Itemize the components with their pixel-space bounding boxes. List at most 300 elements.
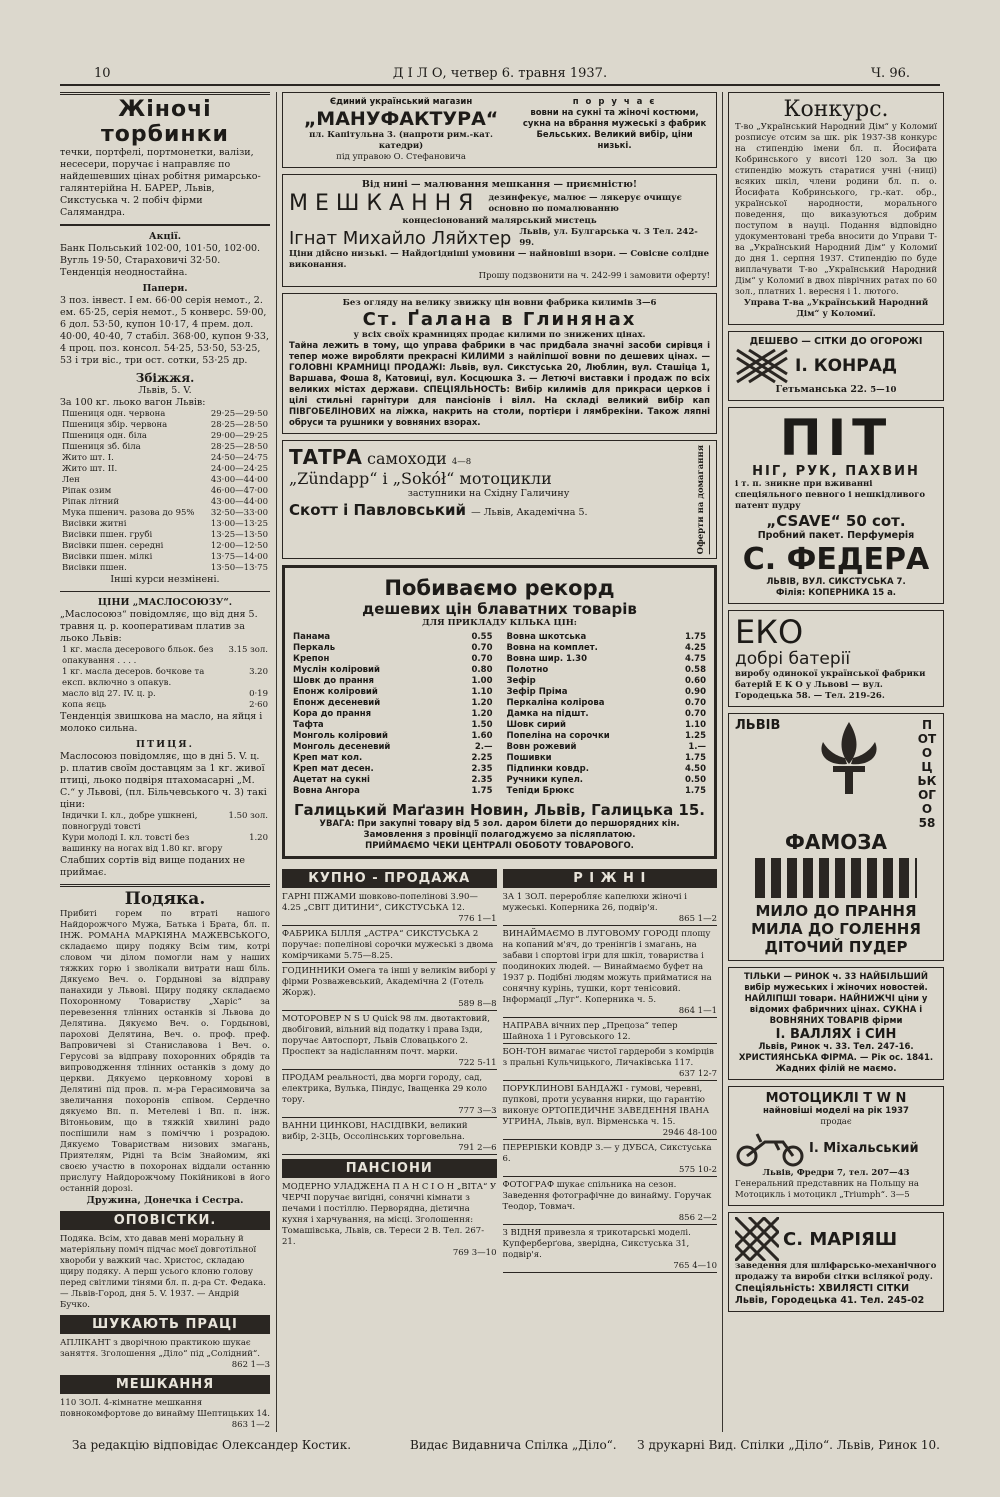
table-row <box>291 698 495 709</box>
row-value: 2.35 <box>471 775 493 786</box>
classified-ad <box>282 966 497 1011</box>
zhin-text: течки, портфелі, портмонетки, валізи, несесери, поручає і направляє по найдешевших цінах робітня римарсько-галянтерійна Н. БАРЕР, Львів, Сикстуська ч. 2 побіч фірми Салямандра. <box>60 147 261 218</box>
classified-text: ГОДИННИКИ Омега та інші у великім виборі у фірми Розважевський, Академічна 2 (Готель Жорж). <box>282 966 496 999</box>
row-value: 1.75 <box>685 632 706 643</box>
row-label: Попеліна на сорочки <box>506 731 610 742</box>
page-number: 10 <box>94 66 111 81</box>
row-label: копа яєць <box>62 700 107 710</box>
row-label: Зефір <box>506 676 536 687</box>
meshkannia-code: 863 1—2 <box>231 1420 270 1430</box>
famoza-line1: МИЛО ДО ПРАННЯ <box>755 902 917 920</box>
row-value: 1.25 <box>685 731 706 742</box>
manuf-manager: під управою О. Стефановича <box>336 152 466 162</box>
konkurs-ad <box>728 92 944 325</box>
manuf-address: пл. Капітульна 3. (напроти рим.-кат. катедри) <box>309 130 493 151</box>
footer-printer: З друкарні Вид. Спілки „Діло“. Львів, Ринок 10. <box>637 1438 940 1452</box>
konrad-ad <box>728 331 944 401</box>
row-label: масло від 27. IV. ц. р. <box>62 689 156 699</box>
classified-code: 777 3—3 <box>458 1106 497 1117</box>
table-row <box>291 764 495 775</box>
motorcycle-icon <box>735 1128 805 1168</box>
row-value: 0.70 <box>471 643 493 654</box>
zbizh-heading: Збіжжя. <box>135 370 195 385</box>
table-row <box>291 720 495 731</box>
table-row <box>60 497 270 508</box>
price-list-right <box>505 632 709 797</box>
pansiony-heading: ПАНСІОНИ <box>282 1159 497 1178</box>
row-value: 1.50 <box>471 720 493 731</box>
rekord-ad <box>282 565 717 859</box>
classified-ad <box>503 1143 718 1177</box>
row-label: Креп мат кол. <box>293 753 363 764</box>
mariyash-ad <box>728 1212 944 1312</box>
row-label: Крепон <box>293 654 330 665</box>
row-value: 0.70 <box>685 709 706 720</box>
row-value: 46·00—47·00 <box>210 485 268 496</box>
opovistky-text: Подяка. Всім, хто давав мені моральну й матеріяльну поміч підчас моєї довготільної хвороби у важкий час. Христос, складаю щиру подяку. А перш усього клоню голову перед світлими тінями бл. п. д-ра Ст. Федака. — Львів-Город, дня 5. V. 1937. — Андрій Бучко. <box>60 1234 266 1310</box>
kylym-top <box>289 298 710 309</box>
row-value: 24·00—24·25 <box>210 463 268 474</box>
moto-name: І. Міхальський <box>809 1140 919 1156</box>
famoza-ad <box>728 713 944 961</box>
classified-text: НАПРАВА вічних пер „Прецоза“ тепер Шайноха 1 і Руговського 12. <box>502 1021 678 1043</box>
table-row <box>60 519 270 530</box>
table-row <box>60 420 270 431</box>
table-row <box>60 442 270 453</box>
federa-address: ЛЬВІВ, ВУЛ. СИКСТУСЬКА 7. <box>766 577 906 587</box>
classified-text: ВАННИ ЦИНКОВІ, НАСІДІВКИ, великий вибір, 2-3ЦЬ, Оссолінських торговельна. <box>282 1121 468 1143</box>
row-value: 1.— <box>688 742 706 753</box>
row-label: Вовн рожевий <box>506 742 577 753</box>
table-row <box>505 709 709 720</box>
classified-ad <box>503 1047 718 1081</box>
row-value: 1.60 <box>471 731 493 742</box>
mesh-sub: концесіонований малярський мистець <box>402 216 597 226</box>
row-label: Пшениця збір. червона <box>62 419 168 430</box>
row-label: Вовна шир. 1.30 <box>506 654 587 665</box>
classifieds <box>282 865 717 1276</box>
table-row <box>291 687 495 698</box>
manufaktura-ad <box>282 92 717 168</box>
table-row <box>505 720 709 731</box>
table-row <box>60 541 270 552</box>
papery-heading: Папери. <box>142 282 188 294</box>
row-label: 1 кг. масла десерового бльок. без опакування . . . . <box>62 645 214 666</box>
classified-text: ФОТОГРАФ шукає спільника на сезон. Заведення фотографічне до винайму. Горучак Теодор, Товмач. <box>502 1180 712 1213</box>
row-value: 0.50 <box>685 775 706 786</box>
row-value: 1.75 <box>685 786 706 797</box>
mesh-big: МЕШКАННЯ <box>289 191 481 216</box>
tatra-code: 4—8 <box>451 457 472 467</box>
row-value: 13·00—13·25 <box>210 518 268 529</box>
federa-filia: Філія: КОПЕРНИКА 15 а. <box>775 588 897 598</box>
classified-ad <box>503 1180 718 1225</box>
row-label: Перкаліна колірова <box>506 698 605 709</box>
row-label: Кури молоді І. кл. товсті без вашинку на ногах від 1.80 кг. вгору <box>62 833 223 854</box>
table-row <box>60 667 270 689</box>
galytskyi-heading: Галицький Маґазин Новин, Львів, Галицька 15. <box>293 801 706 820</box>
row-value: 1.75 <box>685 753 706 764</box>
column-center <box>282 92 717 1432</box>
classified-text: З ВІДНЯ привезла я трикотарські моделі. Купферберґова, зверідна, Сикстуська 31, подвір'я. <box>502 1228 691 1261</box>
row-value: 0.58 <box>685 665 706 676</box>
row-label: Ріпак озим <box>62 485 112 496</box>
row-value: 24·50—24·75 <box>210 452 268 463</box>
table-row <box>505 731 709 742</box>
row-value: 29·25—29·50 <box>210 408 268 419</box>
classified-text: ФАБРИКА БІЛЛЯ „АСТРА“ СИКСТУСЬКА 2 поручає: попелінові сорочки мужеські з двома комірчиками 5.75—8.25. <box>282 929 494 962</box>
podiaka-heading: Подяка. <box>124 889 206 909</box>
pit-ad <box>728 407 944 604</box>
galytskyi-note: УВАГА: При закупні товару від 5 зол. даром білети до першорядних кін. Замовлення з провінції полагоджуємо за післяплатою. <box>319 819 680 841</box>
rizhni-column <box>503 865 718 1276</box>
kylym-name: Ст. Ґалана в Глинянах <box>362 309 637 330</box>
row-value: 1.10 <box>471 687 493 698</box>
maslo-table <box>60 645 270 711</box>
tatra-line4: Скотт і Павловський <box>289 501 466 519</box>
row-label: Висівки пшен. грубі <box>62 529 153 540</box>
table-row <box>505 665 709 676</box>
moto-ad <box>728 1086 944 1206</box>
classified-text: ПОРУКЛИНОВІ БАНДАЖІ - гумові, черевні, пупкові, проти усування нирки, що гарантію виконує ОРТОПЕДИЧНЕ ЗАВЕДЕННЯ ІВАНА УГРИНА, Львів, вул. Вірменська ч. 15. <box>502 1084 710 1128</box>
classified-code: 864 1—1 <box>678 1006 717 1017</box>
row-value: 28·25—28·50 <box>210 419 268 430</box>
row-value: 43·00—44·00 <box>210 496 268 507</box>
masthead-rule <box>60 84 940 86</box>
pansiony-code: 769 3—10 <box>452 1248 497 1259</box>
table-row <box>505 742 709 753</box>
table-row <box>505 786 709 797</box>
row-value: 4.25 <box>685 643 706 654</box>
famoza-street: ПОТОЦЬКОГО 58 <box>917 718 937 830</box>
classified-code: 2946 48-100 <box>662 1128 717 1139</box>
classified-ad <box>282 1121 497 1155</box>
manuf-top: Єдиний український магазин <box>329 97 473 107</box>
podiaka-text: Прибиті горем по втраті нашого Найдорожчого Мужа, Батька і Брата, бл. п. ІНЖ. РОМАНА МАРКІЯНА МАЖЕВСЬКОГО, складаємо щиру подяку Всім тим, котрі словом чи ділом помогли нам у наших тяжких горю і зволікали витрати наш біль. Дякуємо Веч. о. Гордынові за відправу панахиди у Львові. Щиру подяку складаємо Похоронному Товариству „Харіс“ за перевезення тлінних останків зі Львова до Делятина. Дякуємо Веч. о. Гордынові, парохові Делятина, Веч. о. проф. преф. Вапровичеві зі Станиславова і Веч. о. Герусові за відправу похоронних обрядів та випроводження тлінних останків з дому до церкви. Дякуємо церковному хорові в Делятині під пров. п. м-ра Герасимовича за звеличання похоронів співом. Сердечно дякуємо Вп. п. Метелеві і Вп. п. інж. Вітоньовим, що в тяжкій хвилині радо поспішили нам з поміччю і розрадою. Дякуємо Товариствам низових змагань, Приятелям, Рідні та Всім Знайомим, які своєю участю в похоронах віддали останню прислугу Найдорожчому Покійникові в його останній дорозі. <box>60 909 270 1194</box>
kupno-column <box>282 865 497 1276</box>
mesh-side: дезинфекує, малює — лякерує очищує основно по помалюванню <box>488 192 682 214</box>
table-row <box>291 742 495 753</box>
classified-text: ЗА 1 ЗОЛ. переробляє капелюхи жіночі і мужеські. Коперника 26, подвір'я. <box>502 892 687 914</box>
classified-text: ВИНАЙМАЄМО В ЛУГОВОМУ ГОРОДІ площу на копаний м'яч, до тренінгів і змагань, на забави і спортові ігри для шкіл, товариства і поодиноких людей. — Винаймаємо буфет на 1937 р. Подібні людям можуть прийматися на сонячну курінь, тушки, корт тенісовий. Інформації „Луг“. Коперника ч. 5. <box>502 929 712 1006</box>
shukayut-heading: ШУКАЮТЬ ПРАЦІ <box>60 1315 270 1334</box>
row-label: Висівки житні <box>62 518 127 529</box>
moto-heading: МОТОЦИКЛІ T W N <box>765 1091 907 1106</box>
tatra-line3: заступники на Східну Галичину <box>407 488 570 499</box>
table-row <box>291 731 495 742</box>
moto-sub: найновіші моделі на рік 1937 <box>763 1106 909 1116</box>
row-label: Перкаль <box>293 643 336 654</box>
row-value: 2.25 <box>471 753 493 764</box>
table-row <box>291 709 495 720</box>
table-row <box>60 552 270 563</box>
row-value: 1.50 зол. <box>228 811 268 821</box>
table-row <box>505 654 709 665</box>
moto-address: Львів, Фредри 7, тел. 207—43 <box>762 1168 910 1178</box>
pit-sub: НІГ, РУК, ПАХВИН <box>752 464 920 479</box>
row-label: Висівки пшен. <box>62 562 127 573</box>
row-value: 13·25—13·50 <box>210 529 268 540</box>
classified-code: 865 1—2 <box>678 914 717 925</box>
table-row <box>505 676 709 687</box>
konrad-top: ДЕШЕВО — СІТКИ ДО ОГОРОЖІ <box>749 336 923 347</box>
classified-code: 722 5-11 <box>458 1058 497 1069</box>
zhin-title: Жіночі торбинки <box>101 97 229 147</box>
row-label: Вовна на комплет. <box>506 643 598 654</box>
row-label: Мука пшенич. разова до 95% <box>62 507 195 518</box>
moto-produces: продає <box>820 1117 852 1127</box>
eko-ad <box>728 610 944 707</box>
row-label: Тафта <box>293 720 324 731</box>
maslo-foot: Тенденція звишкова на масло, на яйця і молоко сильна. <box>60 711 263 734</box>
table-row <box>60 486 270 497</box>
rizhni-heading: Р І Ж Н І <box>503 869 718 888</box>
classified-ad <box>503 1084 718 1140</box>
classified-ad <box>503 1021 718 1044</box>
famoza-line2: МИЛА ДО ГОЛЕННЯ <box>751 920 921 938</box>
price-list-left <box>291 632 495 797</box>
mesh-top: Від нині — малювання мешкання — приємністю! <box>361 179 638 190</box>
classified-ad <box>282 929 497 963</box>
tatra-line1: самоходи <box>367 449 447 468</box>
famoza-line3: ДІТОЧИЙ ПУДЕР <box>764 938 908 956</box>
manuf-name: „МАНУФАКТУРА“ <box>303 108 499 130</box>
classified-ad <box>503 1228 718 1273</box>
row-value: 0.55 <box>471 632 493 643</box>
pit-heading: ПІТ <box>779 409 893 467</box>
manuf-right-text: вовни на сукні та жіночі костюми, сукна на вбрання мужеські з фабрик Бельських. Великий вибір, ціни низькі. <box>522 108 707 151</box>
kupno-heading: КУПНО - ПРОДАЖА <box>282 869 497 888</box>
row-label: Висівки пшен. середні <box>62 540 164 551</box>
famoza-logo-stripes <box>755 858 917 898</box>
table-row <box>60 689 270 700</box>
opovistky-heading: ОПОВІСТКИ. <box>60 1211 270 1230</box>
pansiony-text: МОДЕРНО УЛАДЖЕНА П А Н С І О Н „ВІТА“ У ЧЕРЧІ поручає вигідні, сонячні кімнати з печами і постіллю. Перворядна, дієтична кухня і харчування, на місці. Зголошення: Томашівська, Львів, св. Тереси 2 В. Тел. 267-21. <box>282 1182 497 1248</box>
famoza-name: ФАМОЗА <box>785 830 887 854</box>
row-value: 32·50—33·00 <box>210 507 268 518</box>
row-label: Підпинки ковдр. <box>506 764 589 775</box>
podiaka-signature: Дружина, Донечка і Сестра. <box>86 1195 244 1206</box>
table-row <box>505 687 709 698</box>
moto-text: Генеральний представник на Польщу на Мотоцикль і мотоцикл „Triumph“. <box>735 1179 919 1200</box>
classified-code: 575 10-2 <box>678 1165 717 1176</box>
row-label: Ріпак літний <box>62 496 120 507</box>
fleur-de-lis-icon <box>809 718 889 798</box>
mesh-address: Львів, ул. Булгарська ч. 3 Тел. 242-99. <box>519 227 698 248</box>
masthead-title: Д І Л О, четвер 6. травня 1937. <box>392 66 608 81</box>
classified-code: 776 1—1 <box>458 914 497 925</box>
vallyakh-text: ТІЛЬКИ — РИНОК ч. 33 НАЙБІЛЬШИЙ вибір мужеських і жіночих новостей. НАЙЛІПШІ товари. НАЙНИЖЧІ ціни у відомих фабричних цінах. СУКНА і ВОВНЯНИХ ТОВАРІВ фірми <box>743 972 929 1026</box>
ptycia-heading: ПТИЦЯ. <box>136 739 194 750</box>
classified-ad <box>503 929 718 1018</box>
footer-editor: За редакцію відповідає Олександер Костик. <box>72 1438 352 1452</box>
table-row <box>505 753 709 764</box>
row-value: 2·60 <box>249 700 268 710</box>
classified-code: 856 2—2 <box>678 1213 717 1224</box>
row-label: Муслін коліровий <box>293 665 380 676</box>
mesh-phone: Прошу подзвонити на ч. 242-99 і замовити оферту! <box>478 271 710 281</box>
fence-net-icon <box>735 348 789 384</box>
wire-mesh-icon <box>735 1217 779 1261</box>
meshkannia-ad <box>282 174 717 287</box>
akcii-heading: Акції. <box>148 230 182 242</box>
row-label: Кора до прання <box>293 709 372 720</box>
ptycia-foot: Слабших сортів від вище поданих не приймає. <box>60 855 245 878</box>
tatra-line2: „Zündapp“ і „Sokół“ мотоцикли <box>289 469 552 488</box>
row-label: Креп мат десен. <box>293 764 374 775</box>
classified-ad <box>282 892 497 926</box>
table-row <box>505 764 709 775</box>
mariyash-text: заведення для шліфарсько-механічного продажу та вироби сітки всілякої роду. <box>735 1261 937 1282</box>
kylym-top-text: Без огляду на велику звижку цін вовни фабрика килимів <box>342 298 634 308</box>
row-value: 0.70 <box>685 698 706 709</box>
classified-ad <box>282 1014 497 1070</box>
table-row <box>291 786 495 797</box>
tatra-heading: ТАТРА <box>289 445 362 469</box>
konrad-address: Гетьманська 22. <box>775 384 867 395</box>
ptycia-table <box>60 811 270 855</box>
papery-text: 3 поз. інвест. І ем. 66·00 серія немот., 2. ем. 65·25, серія немот., 5 конверс. 59·00, 6 дол. 53·50, купон 10·17, 4 прем. дол. 40·00, 40·40, 7 стабіл. 368·00, купон 9·33, 4 проц. поз. консол. 54·25, 53·50, 53·25, 53 і три віс., три ост. сотки, 53·25 др. <box>60 294 269 366</box>
row-value: 1.75 <box>471 786 493 797</box>
pit-product: „CSAVE“ 50 сот. <box>766 512 906 530</box>
row-label: Ручники купел. <box>506 775 584 786</box>
galytskyi-note2: ПРИЙМАЄМО ЧЕКИ ЦЕНТРАЛІ ОБОБОТУ ТОВАРОВОГО. <box>365 841 634 852</box>
pit-text: і т. п. зникне при вживанні спеціяльного певного і нешкідливого патент пудру <box>735 479 926 511</box>
zbizh-intro: За 100 кг. льоко вагон Львів: <box>60 396 206 408</box>
row-value: 12·00—12·50 <box>210 540 268 551</box>
grain-foot: Інші курси незмінені. <box>110 573 220 585</box>
konkurs-text: Т-во „Український Народний Дім“ у Коломиї розписує отсим за шк. рік 1937-38 конкурс на стипендію імени бл. п. Йосифата Кобринського у висоті 120 зол. За цю стипендію можуть старатися учні (-ниці) всяких шкіл, члени родини бл. п. о. Йосифата Кобринського, гр.-кат. обр., української народности, морального поведення, що виказуються добрим поступом в науці. Подання відповідно удокументовані треба вносити до Управи Т-ва „Український Народний Дім“ у Коломиї до дня 1. серпня 1937. Стипендію по буде виплачувати Т-во „Український Народний Дім“ у Коломиї в двох піврічних ратах по 60 зол., платних 1. вересня і 1. лютого. <box>735 122 937 297</box>
mesh-bottom: Ціни дійсно низькі. — Найдогідніші умовини — найновіші взори. — Совісне солідне виконання. <box>289 249 710 270</box>
row-label: Панама <box>293 632 331 643</box>
pit-probe: Пробний пакет. Перфумерія <box>757 530 915 541</box>
row-label: Дамка на підшт. <box>506 709 589 720</box>
row-value: 13·75—14·00 <box>210 551 268 562</box>
row-label: Зефір Пріма <box>506 687 568 698</box>
table-row <box>60 431 270 442</box>
table-row <box>60 475 270 486</box>
row-label: Монголь коліровий <box>293 731 388 742</box>
table-row <box>60 530 270 541</box>
row-label: Пшениця зб. біла <box>62 441 141 452</box>
row-label: Жито шт. ІІ. <box>62 463 118 474</box>
classified-text: ПРОДАМ реальності, два морги городу, сад, електрика, Вулька, Піндус, Іващенка 29 коло тору. <box>282 1073 487 1106</box>
classified-code: 791 2—6 <box>458 1143 497 1154</box>
row-label: Жито шт. І. <box>62 452 114 463</box>
column-divider <box>276 92 277 1432</box>
row-label: Епонж коліровий <box>293 687 378 698</box>
row-label: Шовк до прання <box>293 676 375 687</box>
table-row <box>60 508 270 519</box>
row-label: Вовна шкотська <box>506 632 587 643</box>
mariyash-address: Львів, Городецька 41. Тел. 245-02 <box>735 1295 925 1306</box>
row-label: Лен <box>62 474 80 485</box>
classified-code: 637 12-7 <box>678 1069 717 1080</box>
table-row <box>60 833 270 855</box>
row-label: Пшениця одн. червона <box>62 408 166 419</box>
shukayut-text: АПЛІКАНТ з дворічною практикою шукає заняття. Зголошення „Діло“ під „Солідний“. <box>60 1338 260 1359</box>
table-row <box>505 643 709 654</box>
federa-name: С. ФЕДЕРА <box>742 542 930 577</box>
konkurs-signature: Управа Т-ва „Український Народний Дім“ у Коломиї. <box>743 298 929 319</box>
rekord-sub2: ДЛЯ ПРИКЛАДУ КІЛЬКА ЦІН: <box>422 618 577 629</box>
row-label: Вовна Ангора <box>293 786 360 797</box>
meshkannia-heading: МЕШКАННЯ <box>60 1375 270 1394</box>
tatra-line5: — Львів, Академічна 5. <box>471 507 588 518</box>
row-label: Тепіди Брюкс <box>506 786 575 797</box>
classified-code: 589 8—8 <box>458 999 497 1010</box>
row-label: Пшениця одн. біла <box>62 430 147 441</box>
konkurs-heading: Конкурс. <box>783 97 889 122</box>
column-left <box>60 92 270 1432</box>
eko-sub: добрі батерії <box>735 649 851 669</box>
rekord-heading: Побиваємо рекорд <box>384 576 615 601</box>
row-value: 43·00—44·00 <box>210 474 268 485</box>
vallyakh-ad <box>728 967 944 1080</box>
table-row <box>60 645 270 667</box>
grain-table <box>60 409 270 574</box>
issue-number: Ч. 96. <box>871 66 910 81</box>
kylym-code: 3—6 <box>636 298 657 308</box>
table-row <box>291 632 495 643</box>
eko-heading: ЕКО <box>735 613 804 651</box>
row-value: 0·19 <box>249 689 268 699</box>
classified-code: 765 4—10 <box>673 1261 717 1272</box>
table-row <box>60 453 270 464</box>
row-value: 1.20 <box>471 709 493 720</box>
table-row <box>505 632 709 643</box>
maslosoyuz-heading: ЦІНИ „МАСЛОСОЮЗУ“. <box>97 597 233 608</box>
tatra-side: Оферти на домагання <box>694 445 710 554</box>
row-label: Шовк сирий <box>506 720 566 731</box>
table-row <box>60 409 270 420</box>
table-row <box>60 700 270 711</box>
row-value: 1.20 <box>249 833 268 843</box>
classified-text: БОН-ТОН вимагає чистої гардероби з комірців з пральні Кульчицького, Личаківська 117. <box>502 1047 714 1069</box>
kylym-ad <box>282 293 717 434</box>
kylym-text: Тайна лежить в тому, що управа фабрики в час придбала значні засоби сирівця і тепер може виробляти прекрасні КИЛИМИ з найліпшої вовни по дешевих цінах. — ГОЛОВНІ КРАМНИЦІ ПРОДАЖІ: Львів, вул. Сикстуська 20, Люблин, вул. Сташіца 1, Варшава, Фоша 8, Катовиці, вул. Косцюшка 3. — Летючі виставки і продаж по всіх великих містах держави. СПЕЦІЯЛЬНОСТЬ: Вибір килимів для прикраси церков і цілі стильні гарнітури для пансіонів і вілл. На складі великий вибір кап ПІВГОБЕЛІНОВИХ на ліжка, накрить на столи, портієри і лямбрекіни. Також ляпні обруси та рушники у вовняних взорах. <box>289 341 710 428</box>
row-label: Ацетат на сукні <box>293 775 370 786</box>
zbizh-sub: Львів, 5. V. <box>138 384 192 396</box>
meshkannia-text: 110 ЗОЛ. 4-кімнатне мешкання повнокомфортове до винайму Шептицьких 14. <box>60 1398 270 1419</box>
table-row <box>291 753 495 764</box>
masthead <box>60 62 940 84</box>
mesh-name: Ігнат Михайло Ляйхтер <box>289 227 512 249</box>
table-row <box>291 676 495 687</box>
row-label: Епонж десеневий <box>293 698 381 709</box>
row-value: 1.10 <box>685 720 706 731</box>
row-label: 1 кг. масла десеров. бочкове та експ. включно з опакув. <box>62 667 205 688</box>
table-row <box>60 811 270 833</box>
vallyakh-address: Львів, Ринок ч. 33. Тел. 247-16. ХРИСТИЯНСЬКА ФІРМА. — Рік ос. 1841. Жадних філій не маємо. <box>738 1042 934 1074</box>
manuf-right-heading: п о р у ч а є <box>572 97 657 107</box>
table-row <box>505 698 709 709</box>
konrad-code: 5—10 <box>870 385 897 395</box>
row-value: 0.60 <box>685 676 706 687</box>
konrad-name: І. КОНРАД <box>795 356 898 376</box>
vallyakh-name: І. ВАЛЛЯХ і СИН <box>775 1027 897 1042</box>
mariyash-name: С. МАРІЯШ <box>783 1228 898 1250</box>
akcii-text: Банк Польський 102·00, 101·50, 102·00. Вугль 19·50, Стараховичі 32·50. Тенденція неодностайна. <box>60 242 261 278</box>
table-row <box>291 643 495 654</box>
kylym-sub: у всіх своїх крамницях продає килими по знижених цінах. <box>353 330 646 340</box>
table-row <box>291 665 495 676</box>
maslosoyuz-text: „Маслосоюз“ повідомляє, що від дня 5. травня ц. р. кооперативам платив за льоко Львів: <box>60 609 258 644</box>
ptycia-text: Маслосоюз повідомляє, що в дні 5. V. ц. р. платив своїм доставцям за 1 кг. живої птиці, льоко подвіря птахомасарні „М. С.“ у Львові, (пл. Більчевського ч. 3) такі ціни: <box>60 751 267 810</box>
classified-text: МОТОРОВЕР N S U Quick 98 лм. двотактовий, двобіговий, вільний від податку і права їзди, поручає Автоспорт, Львів Словацького 2. Проспект за надісланням почт. марки. <box>282 1014 490 1058</box>
famoza-city: ЛЬВІВ <box>735 718 781 733</box>
rekord-sub: дешевих цін блаватних товарів <box>362 600 637 619</box>
